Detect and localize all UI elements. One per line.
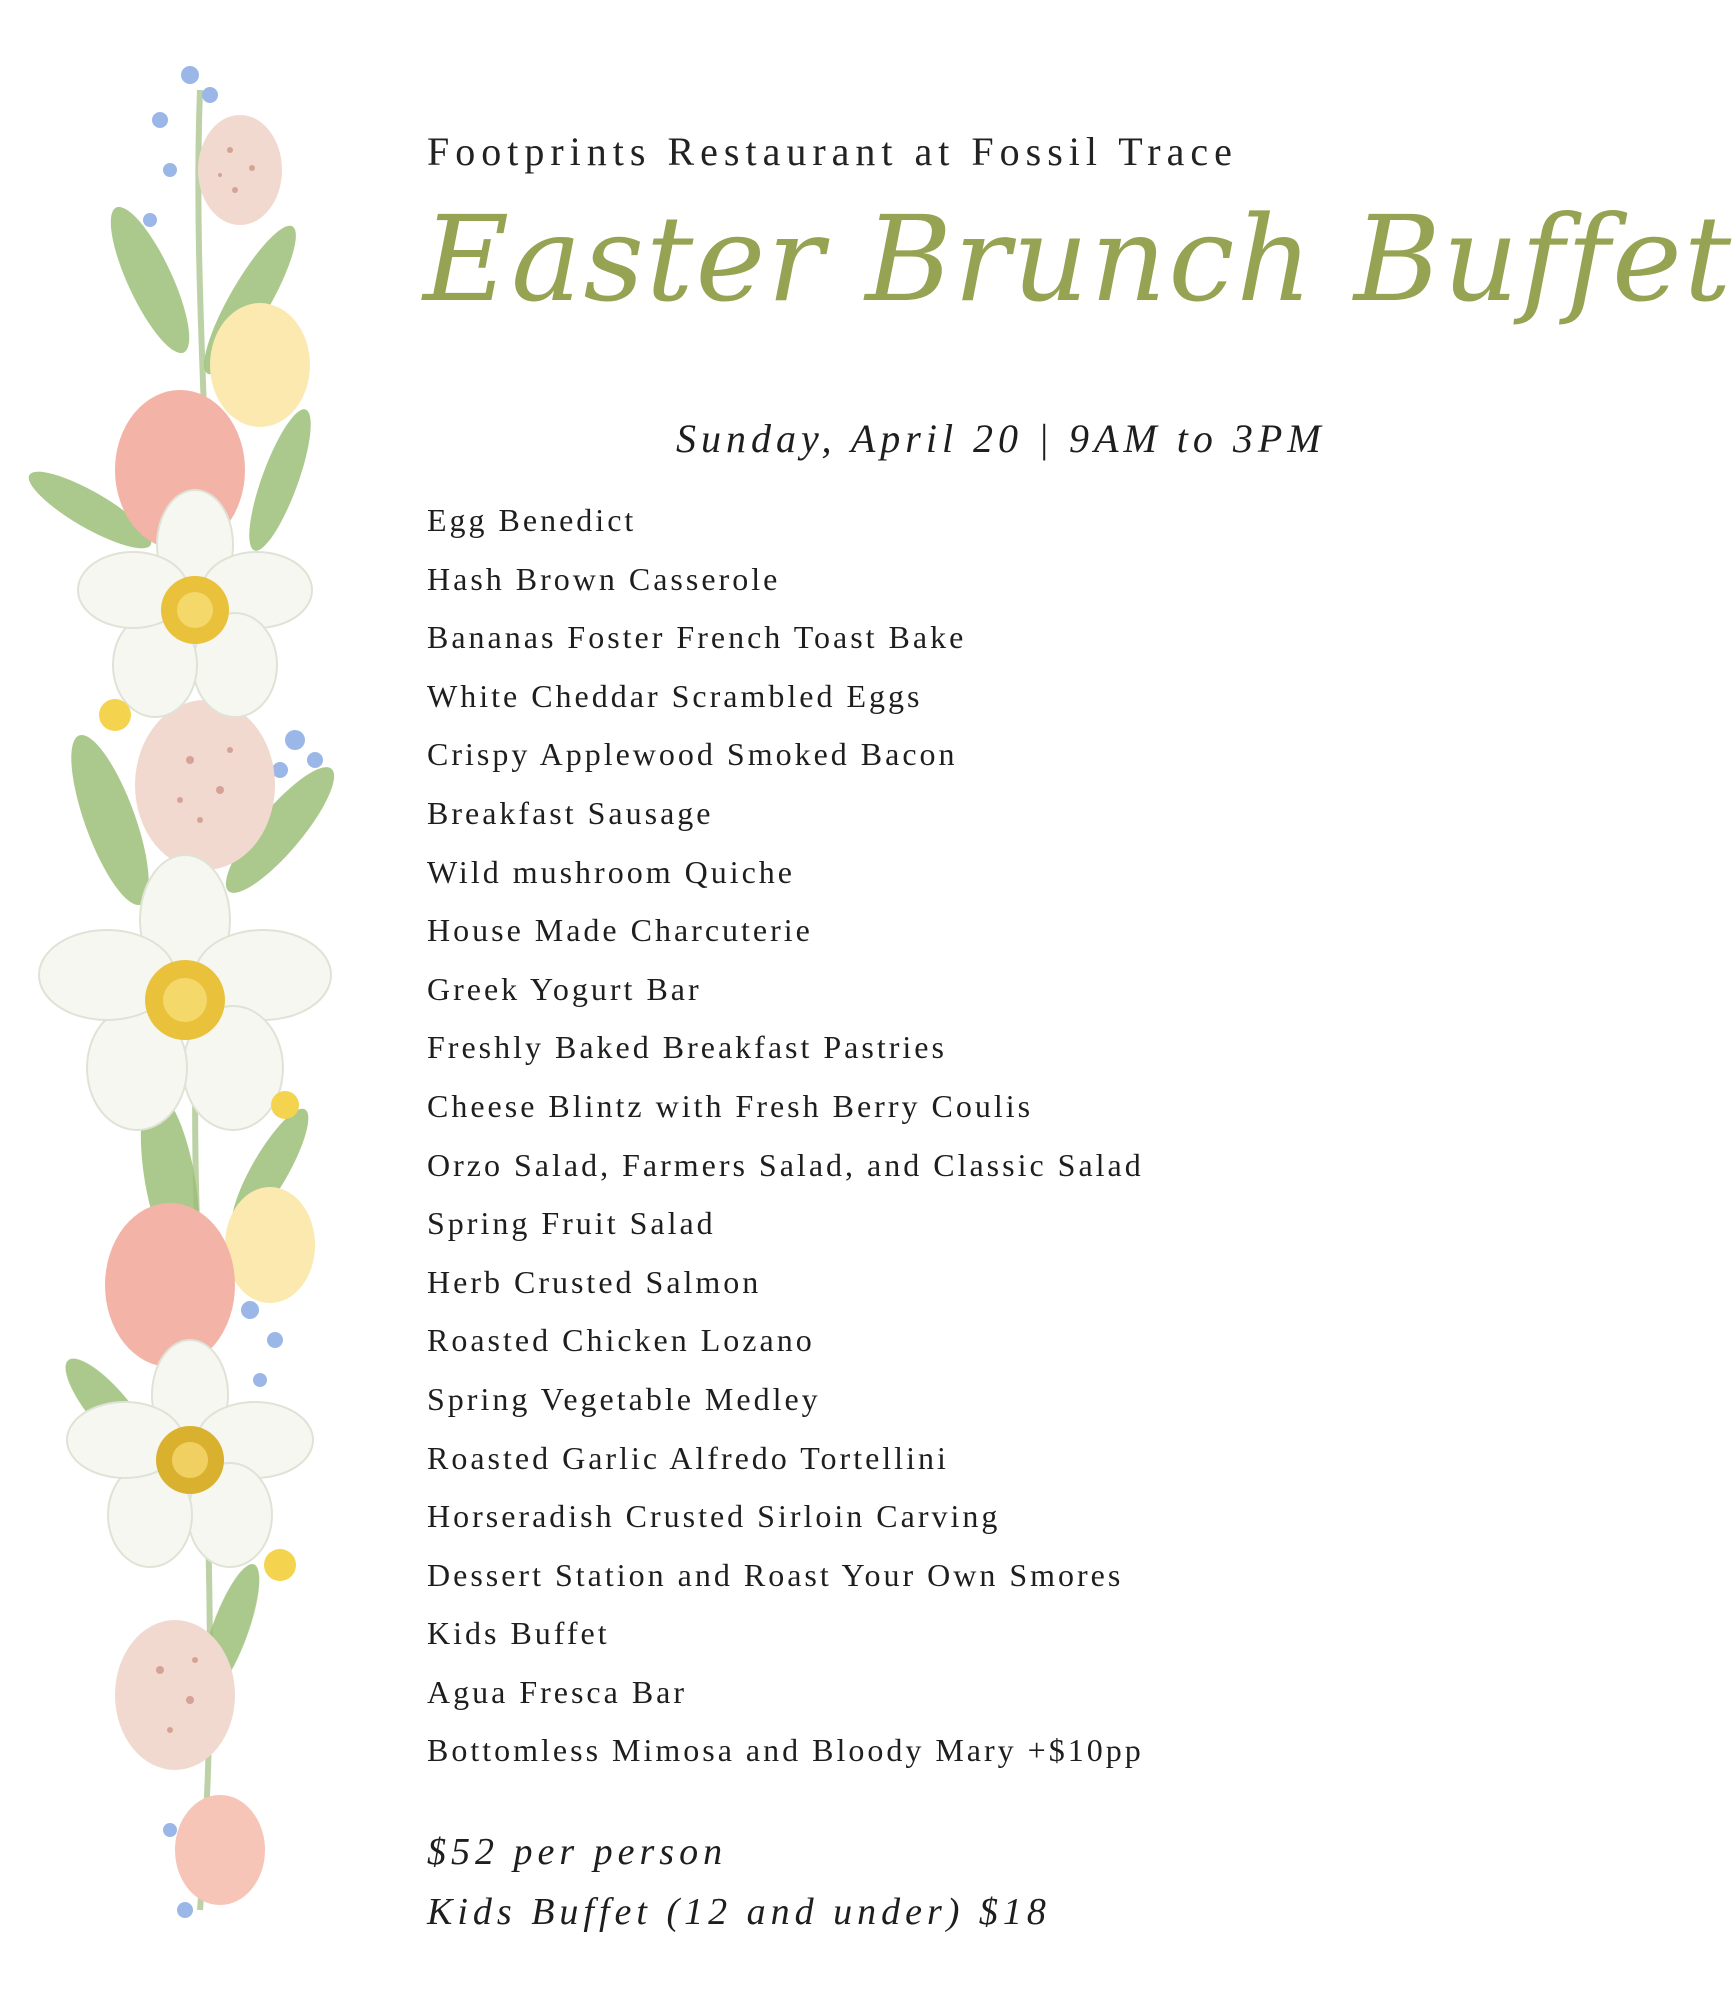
menu-item: Roasted Garlic Alfredo Tortellini — [427, 1439, 949, 1476]
kids-price: Kids Buffet (12 and under) $18 — [427, 1891, 1051, 1933]
menu-item: Cheese Blintz with Fresh Berry Coulis — [427, 1087, 1034, 1124]
menu-item: Greek Yogurt Bar — [427, 970, 702, 1007]
menu-item: Bottomless Mimosa and Bloody Mary +$10pp — [427, 1732, 1144, 1769]
menu-item: Breakfast Sausage — [427, 794, 714, 831]
menu-item: Horseradish Crusted Sirloin Carving — [427, 1498, 1001, 1535]
floral-border-illustration — [30, 50, 350, 1950]
menu-item: Crispy Applewood Smoked Bacon — [427, 736, 958, 773]
menu-item: Hash Brown Casserole — [427, 560, 781, 597]
menu-item: Egg Benedict — [427, 502, 637, 538]
menu-item: Roasted Chicken Lozano — [427, 1322, 815, 1359]
menu-list — [427, 498, 1144, 1787]
adult-price: $52 per person — [427, 1831, 728, 1873]
menu-item: Spring Fruit Salad — [427, 1205, 716, 1242]
menu-item: Orzo Salad, Farmers Salad, and Classic Salad — [427, 1146, 1144, 1183]
menu-item: Kids Buffet — [427, 1615, 610, 1652]
menu-item: Wild mushroom Quiche — [427, 853, 795, 890]
menu-item: Agua Fresca Bar — [427, 1673, 688, 1710]
event-date-time: Sunday, April 20 | 9AM to 3PM — [676, 416, 1326, 461]
menu-item: Freshly Baked Breakfast Pastries — [427, 1029, 947, 1066]
menu-item: Bananas Foster French Toast Bake — [427, 619, 967, 656]
menu-item: Herb Crusted Salmon — [427, 1263, 762, 1300]
menu-item: White Cheddar Scrambled Eggs — [427, 677, 923, 714]
restaurant-name: Footprints Restaurant at Fossil Trace — [427, 129, 1238, 174]
page-title: Easter Brunch Buffet — [423, 190, 1733, 328]
menu-item: Dessert Station and Roast Your Own Smores — [427, 1556, 1124, 1593]
menu-item: House Made Charcuterie — [427, 912, 813, 949]
menu-item: Spring Vegetable Medley — [427, 1380, 821, 1417]
